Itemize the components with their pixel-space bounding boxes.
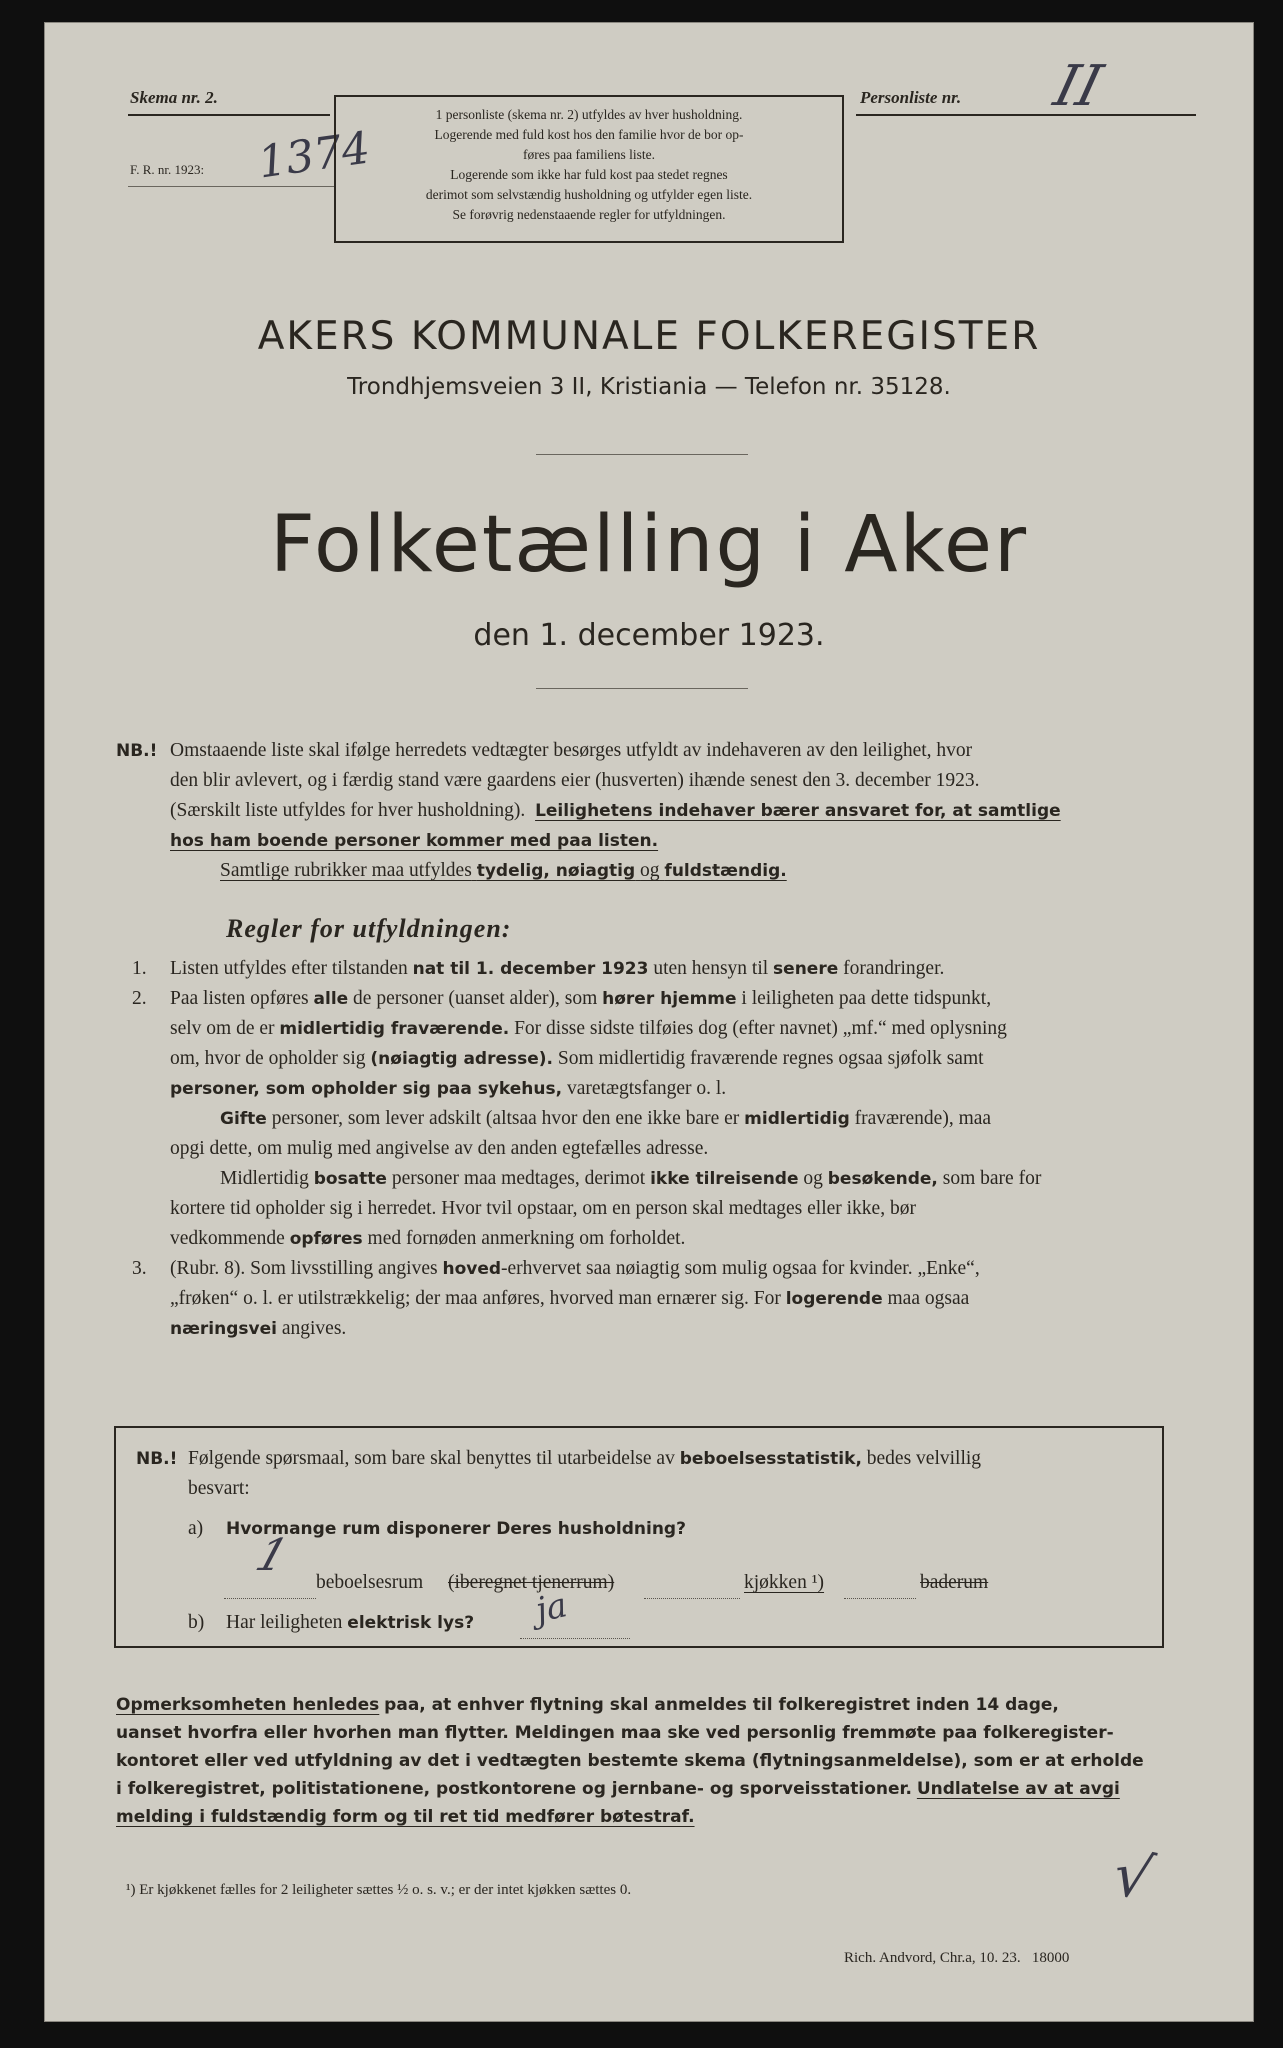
rule-2-number: 2. <box>132 988 147 1009</box>
notice-line-3 <box>116 1746 1144 1776</box>
rule-2-line-6: opgi dette, om mulig med angivelse av den anden egtefælles adresse. <box>170 1138 709 1159</box>
question-b-text <box>226 1608 474 1638</box>
rule-2-line-8: kortere tid opholder sig i herredet. Hvor tvil opstaar, om en person skal medtages eller ikke, bør <box>170 1198 916 1219</box>
rule-3-line-2 <box>170 1284 969 1314</box>
personliste-value: II <box>1047 54 1109 119</box>
r3-l2-a: „frøken“ o. l. er utilstrækkelig; der maa anføres, hvorved man ernærer sig. For <box>170 1288 781 1309</box>
divider-1 <box>536 454 748 455</box>
instructions-box <box>334 95 844 243</box>
r2-l3-c: Som midlertidig fraværende regnes ogsaa sjøfolk samt <box>557 1048 984 1069</box>
rule-3-line-1 <box>170 1254 980 1284</box>
nb2-l1-c: bedes velvillig <box>866 1448 982 1469</box>
kitchen-field[interactable] <box>644 1568 740 1599</box>
box-line: Se forøvrig nedenstaaende regler for utfyldningen. <box>452 207 726 222</box>
notice-l4-a: i folkeregistret, politistationene, postkontorene og jernbane- og sporveisstationer. <box>116 1779 912 1799</box>
r2-l4-b: varetægtsfanger o. l. <box>566 1078 727 1099</box>
nb2-l1-a: Følgende spørsmaal, som bare skal benyttes til utarbeidelse av <box>188 1448 675 1469</box>
r2-l1-d: hører hjemme <box>602 989 737 1009</box>
qa-text: Hvormange rum disponerer Deres husholdning? <box>226 1519 686 1539</box>
nb1-line4 <box>170 826 658 856</box>
r2-l3-a: om, hvor de opholder sig <box>170 1048 366 1069</box>
notice-line-4 <box>116 1774 1120 1804</box>
kitchen-label-text: kjøkken ¹) <box>744 1572 825 1593</box>
r1-e: forandringer. <box>843 958 945 979</box>
box-line: Logerende som ikke har fuld kost paa stedet regnes <box>450 167 728 182</box>
box-line: Logerende med fuld kost hos den familie hvor de bor op- <box>434 127 744 142</box>
r3-l2-c: maa ogsaa <box>887 1288 970 1309</box>
rule-2-line-4 <box>170 1074 726 1104</box>
nb1-line5-c: og <box>640 860 660 881</box>
fr-label: F. R. nr. 1923: <box>130 162 205 177</box>
org-name: AKERS KOMMUNALE FOLKEREGISTER <box>257 314 1041 359</box>
r2-l1-a: Paa listen opføres <box>170 988 309 1009</box>
r2-l1-e: i leiligheten paa dette tidspunkt, <box>741 988 992 1009</box>
electric-light-value: ja <box>532 1585 571 1631</box>
r2-l9-b: opføres <box>289 1229 363 1249</box>
nb2-label-text: NB.! <box>136 1449 178 1469</box>
r2-l5-b: personer, som lever adskilt (altsaa hvor den ene ikke bare er <box>271 1108 740 1129</box>
r1-b: nat til 1. december 1923 <box>412 959 649 979</box>
notice-line-1 <box>116 1690 1059 1720</box>
nb1-line3-text: (Særskilt liste utfyldes for hver husholdning). <box>170 800 526 821</box>
struck-servant-rooms: (iberegnet tjenerrum) <box>448 1572 615 1593</box>
divider-2 <box>536 688 748 689</box>
r2-l9-c: med fornøden anmerkning om forholdet. <box>367 1228 686 1249</box>
r2-l7-g: som bare for <box>942 1168 1042 1189</box>
check-mark: √ <box>1107 1838 1160 1916</box>
question-a-label: a) <box>188 1518 204 1539</box>
skema-rule <box>128 114 330 116</box>
box-line: føres paa familiens liste. <box>523 147 655 162</box>
rule-3-line-3 <box>170 1314 346 1344</box>
qb-a: Har leiligheten <box>226 1612 343 1633</box>
r2-l5-a: Gifte <box>220 1109 267 1129</box>
notice-l5: melding i fuldstændig form og til ret tid medfører bøtestraf. <box>116 1807 695 1827</box>
bath-field[interactable] <box>844 1568 916 1599</box>
r2-l2-b: midlertidig fraværende. <box>279 1019 510 1039</box>
rule-2-line-3 <box>170 1044 984 1074</box>
nb1-line4-bold: hos ham boende personer kommer med paa listen. <box>170 831 659 851</box>
nb1-line2: den blir avlevert, og i færdig stand være gaardens eier (husverten) ihænde senest den 3. december 1923. <box>170 770 980 791</box>
notice-l4-b: Undlatelse av at avgi <box>916 1779 1120 1799</box>
rule-2-line-1 <box>170 984 991 1014</box>
rooms-label: beboelsesrum <box>316 1572 424 1593</box>
rule-2-line-9 <box>170 1224 685 1254</box>
r2-l2-a: selv om de er <box>170 1018 275 1039</box>
notice-l3: kontoret eller ved utfyldning av det i vedtægten bestemte skema (flytningsanmeldelse), som er at erholde <box>116 1751 1144 1771</box>
rule-1-line <box>170 954 944 984</box>
r1-c: uten hensyn til <box>653 958 769 979</box>
r2-l7-b: bosatte <box>313 1169 387 1189</box>
r3-l3-a: næringsvei <box>170 1319 277 1339</box>
nb1-line5-b: tydelig, nøiagtig <box>476 861 636 881</box>
footnote: ¹) Er kjøkkenet fælles for 2 leiligheter sættes ½ o. s. v.; er der intet kjøkken sættes 0. <box>126 1882 632 1898</box>
page-subtitle: den 1. december 1923. <box>473 618 825 653</box>
nb1-line5 <box>220 856 787 886</box>
kitchen-label <box>744 1568 824 1598</box>
r2-l5-d: fraværende), maa <box>854 1108 992 1129</box>
nb1-label <box>116 736 157 766</box>
r2-l9-a: vedkommende <box>170 1228 285 1249</box>
skema-label: Skema nr. 2. <box>130 88 218 107</box>
rule-2-line-2 <box>170 1014 1007 1044</box>
box-line: 1 personliste (skema nr. 2) utfyldes av hver husholdning. <box>435 107 743 122</box>
r2-l1-c: de personer (uanset alder), som <box>353 988 598 1009</box>
r2-l3-b: (nøiagtig adresse). <box>370 1049 553 1069</box>
r2-l2-c: For disse sidste tilføies dog (efter navnet) „mf.“ med oplysning <box>514 1018 1007 1039</box>
r2-l5-c: midlertidig <box>744 1109 850 1129</box>
r2-l7-d: ikke tilreisende <box>650 1169 799 1189</box>
r3-l1-a: (Rubr. 8). Som livsstilling angives <box>170 1258 438 1279</box>
nb1-label-text: NB.! <box>116 741 158 761</box>
r2-l4-a: personer, som opholder sig paa sykehus, <box>170 1079 563 1099</box>
nb1-line5-a: Samtlige rubrikker maa utfyldes <box>220 860 472 881</box>
r2-l7-e: og <box>803 1168 823 1189</box>
org-address: Trondhjemsveien 3 II, Kristiania — Telefon nr. 35128. <box>347 374 951 400</box>
r3-l1-b: hoved <box>442 1259 502 1279</box>
r1-d: senere <box>773 959 839 979</box>
rule-2-line-7 <box>220 1164 1041 1194</box>
r2-l1-b: alle <box>313 989 349 1009</box>
page-title: Folketælling i Aker <box>269 500 1029 590</box>
r3-l2-b: logerende <box>785 1289 883 1309</box>
struck-bathroom: baderum <box>920 1572 989 1593</box>
nb2-label <box>136 1444 177 1474</box>
nb1-line1: Omstaaende liste skal ifølge herredets vedtægter besørges utfyldt av indehaveren av den leilighet, hvor <box>170 740 973 761</box>
rule-3-number: 3. <box>132 1258 147 1279</box>
census-form-sheet <box>44 22 1254 2022</box>
question-a-text <box>226 1514 686 1544</box>
r2-l7-c: personer maa medtages, derimot <box>391 1168 646 1189</box>
fr-value: 1374 <box>254 122 373 189</box>
fr-rule <box>128 186 334 187</box>
rule-1-number: 1. <box>132 958 147 979</box>
notice-line-2 <box>116 1718 1114 1748</box>
nb1-line3 <box>170 796 1061 826</box>
notice-line-5 <box>116 1802 695 1832</box>
nb2-line-2: besvart: <box>188 1478 250 1499</box>
rooms-value: 1 <box>249 1530 295 1581</box>
printer-imprint: Rich. Andvord, Chr.a, 10. 23. 18000 <box>844 1950 1070 1966</box>
box-line: derimot som selvstændig husholdning og utfylder egen liste. <box>425 187 753 202</box>
personliste-rule <box>856 114 1196 116</box>
rules-heading: Regler for utfyldningen: <box>226 914 512 943</box>
notice-l1-b: paa, at enhver flytning skal anmeldes til folkeregistret inden 14 dage, <box>384 1695 1059 1715</box>
question-b-label: b) <box>188 1612 205 1633</box>
nb1-line3-bold: Leilighetens indehaver bærer ansvaret for, at samtlige <box>535 801 1061 821</box>
qb-b: elektrisk lys? <box>347 1613 475 1633</box>
r3-l1-c: -erhvervet saa nøiagtig som mulig ogsaa for kvinder. „Enke“, <box>501 1258 980 1279</box>
nb1-line5-d: fuldstændig. <box>664 861 787 881</box>
r2-l7-a: Midlertidig <box>220 1168 309 1189</box>
r1-a: Listen utfyldes efter tilstanden <box>170 958 408 979</box>
nb2-line-1 <box>188 1444 981 1474</box>
nb2-l1-b: beboelsesstatistik, <box>679 1449 862 1469</box>
r2-l7-f: besøkende, <box>827 1169 938 1189</box>
r3-l3-b: angives. <box>281 1318 347 1339</box>
personliste-label: Personliste nr. <box>860 88 962 107</box>
notice-l2: uanset hvorfra eller hvorhen man flytter. Meldingen maa ske ved personlig fremmøte paa folkeregister- <box>116 1723 1114 1743</box>
notice-l1-a: Opmerksomheten henledes <box>116 1695 380 1715</box>
rule-2-line-5 <box>220 1104 991 1134</box>
